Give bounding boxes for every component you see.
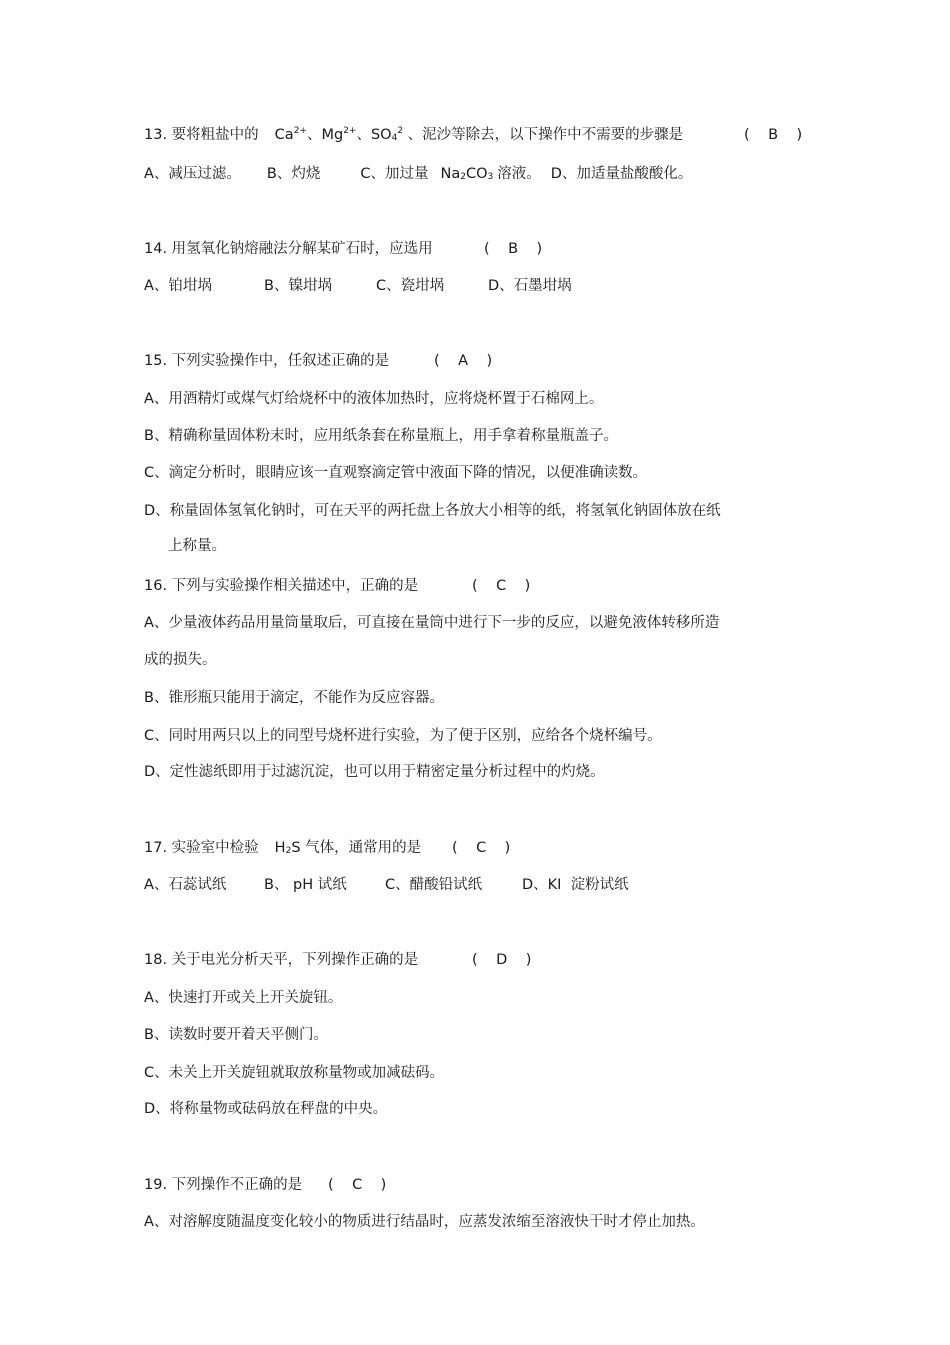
answer-18: ( D ) — [472, 952, 532, 968]
option-d: D、KI 淀粉试纸 — [522, 877, 629, 893]
question-number: 13. — [144, 127, 168, 143]
option-d: D、将称量物或砝码放在秤盘的中央。 — [144, 1101, 388, 1117]
option-a-continued: 成的损失。 — [144, 652, 217, 668]
question-19-stem: 19. 下列操作不正确的是 — [144, 1177, 303, 1193]
option-c: C、醋酸铅试纸 — [385, 877, 483, 893]
question-number: 17. — [144, 840, 168, 856]
question-13-stem: 13. 要将粗盐中的 $Ca^{2+}$、$Mg^{2+}$、$SO_4^2$ 、泥沙等除去，以下操作中不需要的步骤是 — [144, 126, 684, 143]
question-18-stem: 18. 关于电光分析天平，下列操作正确的是 — [144, 952, 419, 968]
option-b: B、灼烧 — [266, 166, 321, 182]
option-b: B、读数时要开着天平侧门。 — [144, 1027, 328, 1043]
question-number: 15. — [144, 353, 168, 369]
option-a: A、用酒精灯或煤气灯给烧杯中的液体加热时，应将烧杯置于石棉网上。 — [144, 391, 604, 407]
option-a: A、减压过滤。 — [144, 166, 241, 182]
option-a: A、少量液体药品用量筒量取后，可直接在量筒中进行下一步的反应，以避免液体转移所造 — [144, 615, 720, 631]
answer-13: ( B ) — [744, 127, 803, 143]
option-b: B、锥形瓶只能用于滴定，不能作为反应容器。 — [144, 690, 444, 706]
answer-14: ( B ) — [484, 241, 543, 257]
option-b: B、精确称量固体粉末时，应用纸条套在称量瓶上，用手拿着称量瓶盖子。 — [144, 428, 618, 444]
question-13-options — [144, 164, 692, 184]
option-d-continued: 上称量。 — [168, 538, 226, 554]
option-c: C、未关上开关旋钮就取放称量物或加减砝码。 — [144, 1065, 445, 1081]
option-d: D、定性滤纸即用于过滤沉淀，也可以用于精密定量分析过程中的灼烧。 — [144, 764, 605, 780]
option-b: B、 pH 试纸 — [264, 877, 347, 893]
option-c: C、同时用两只以上的同型号烧杯进行实验，为了便于区别，应给各个烧杯编号。 — [144, 728, 662, 744]
option-d: D、称量固体氢氧化钠时，可在天平的两托盘上各放大小相等的纸，将氢氧化钠固体放在纸 — [144, 503, 721, 519]
answer-16: ( C ) — [472, 578, 531, 594]
option-a: A、铂坩埚 — [144, 278, 212, 294]
question-14-stem: 14. 用氢氧化钠熔融法分解某矿石时，应选用 — [144, 241, 433, 257]
option-a: A、对溶解度随温度变化较小的物质进行结晶时，应蒸发浓缩至溶液快干时才停止加热。 — [144, 1214, 705, 1230]
option-d: D、加适量盐酸酸化。 — [550, 166, 693, 182]
answer-17: ( C ) — [452, 840, 511, 856]
answer-15: ( A ) — [434, 353, 493, 369]
option-c: C、瓷坩埚 — [376, 278, 445, 294]
question-15-stem: 15. 下列实验操作中，任叙述正确的是 — [144, 353, 390, 369]
option-c: C、滴定分析时，眼睛应该一直观察滴定管中液面下降的情况，以便准确读数。 — [144, 465, 648, 481]
question-number: 19. — [144, 1177, 168, 1193]
option-c: C、加过量 $Na_2CO_3$ 溶液。 — [360, 166, 541, 182]
question-17-stem: 17. 实验室中检验 $H_2S$ 气体，通常用的是 — [144, 840, 422, 856]
option-a: A、石蕊试纸 — [144, 877, 227, 893]
answer-19: ( C ) — [328, 1177, 387, 1193]
option-a: A、快速打开或关上开关旋钮。 — [144, 990, 343, 1006]
question-number: 18. — [144, 952, 168, 968]
option-b: B、镍坩埚 — [264, 278, 332, 294]
question-16-stem: 16. 下列与实验操作相关描述中，正确的是 — [144, 578, 419, 594]
question-number: 16. — [144, 578, 168, 594]
question-number: 14. — [144, 241, 168, 257]
option-d: D、石墨坩埚 — [488, 278, 572, 294]
